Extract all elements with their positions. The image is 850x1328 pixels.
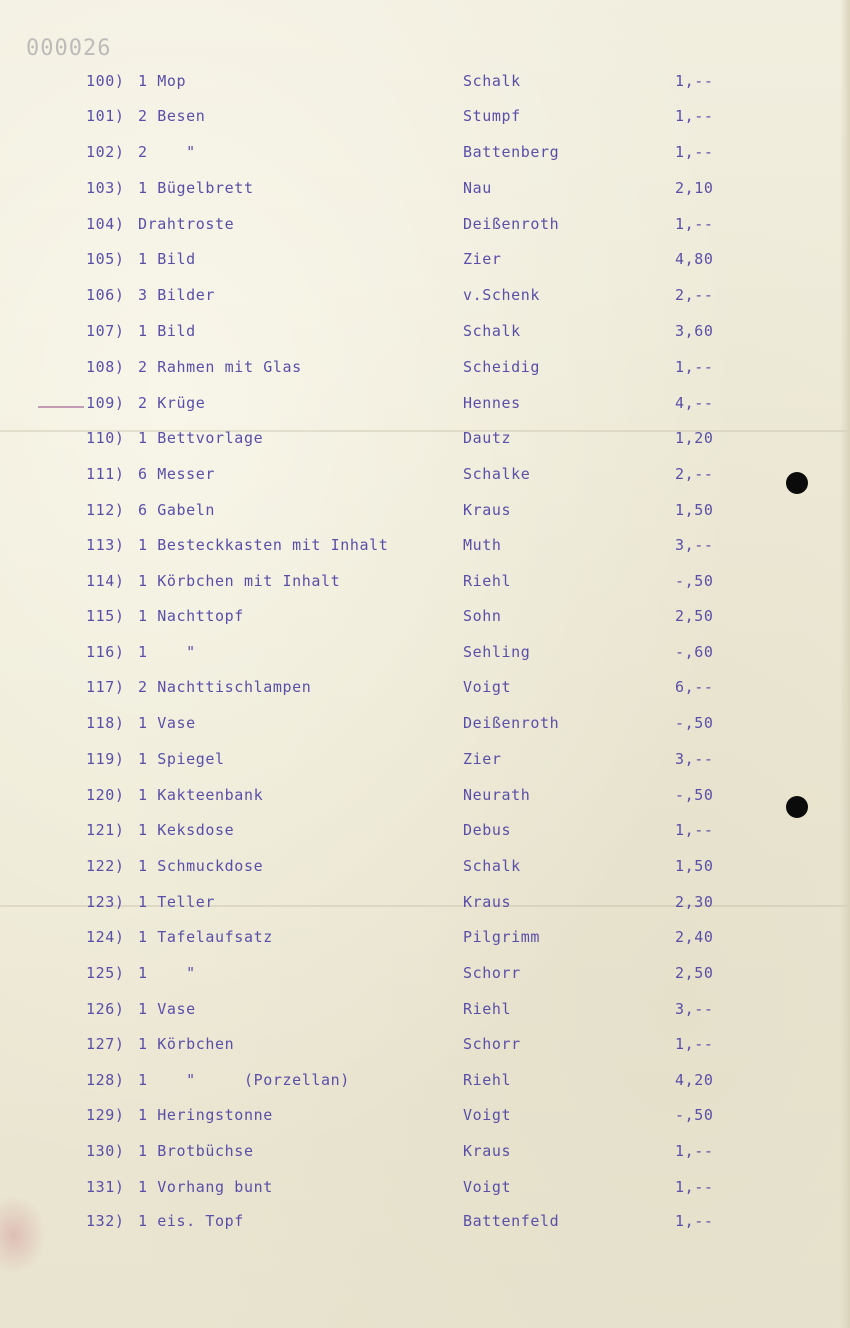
price: 1,50: [675, 857, 714, 875]
buyer-name: Pilgrimm: [463, 928, 541, 946]
item-description: 1 Bild: [138, 322, 196, 340]
item-description: 1 eis. Topf: [138, 1212, 244, 1230]
buyer-name: Battenberg: [463, 143, 560, 161]
item-description: 1 Vase: [138, 714, 196, 732]
list-item: [0, 1065, 850, 1095]
price: 1,--: [675, 1178, 714, 1196]
item-number: 109): [86, 394, 125, 412]
buyer-name: Voigt: [463, 678, 512, 696]
price: 1,--: [675, 1035, 714, 1053]
item-description: 6 Messer: [138, 465, 216, 483]
list-item: [0, 887, 850, 917]
item-description: 1 Keksdose: [138, 821, 235, 839]
buyer-name: Neurath: [463, 786, 531, 804]
list-item: [0, 101, 850, 131]
item-description: 1 Bettvorlage: [138, 429, 264, 447]
price: 2,30: [675, 893, 714, 911]
item-number: 107): [86, 322, 125, 340]
item-description: 2 Rahmen mit Glas: [138, 358, 302, 376]
price: 4,20: [675, 1071, 714, 1089]
price: -,60: [675, 643, 714, 661]
item-description: 1 Bild: [138, 250, 196, 268]
list-item: [0, 280, 850, 310]
list-item: [0, 958, 850, 988]
buyer-name: Riehl: [463, 1000, 512, 1018]
list-item: [0, 994, 850, 1024]
list-item: [0, 388, 850, 418]
buyer-name: Zier: [463, 250, 502, 268]
list-item: [0, 851, 850, 881]
item-number: 106): [86, 286, 125, 304]
list-item: [0, 1172, 850, 1202]
list-item: [0, 1136, 850, 1166]
list-item: [0, 1100, 850, 1130]
list-item: [0, 495, 850, 525]
item-number: 116): [86, 643, 125, 661]
list-item: [0, 744, 850, 774]
item-number: 119): [86, 750, 125, 768]
item-description: 1 " (Porzellan): [138, 1071, 350, 1089]
buyer-name: Riehl: [463, 1071, 512, 1089]
buyer-name: Stumpf: [463, 107, 521, 125]
item-number: 125): [86, 964, 125, 982]
list-item: [0, 601, 850, 631]
buyer-name: Hennes: [463, 394, 521, 412]
price: 3,--: [675, 1000, 714, 1018]
list-item: [0, 209, 850, 239]
buyer-name: Sehling: [463, 643, 531, 661]
buyer-name: Scheidig: [463, 358, 541, 376]
buyer-name: Voigt: [463, 1106, 512, 1124]
item-number: 103): [86, 179, 125, 197]
buyer-name: Kraus: [463, 893, 512, 911]
buyer-name: Kraus: [463, 1142, 512, 1160]
buyer-name: v.Schenk: [463, 286, 541, 304]
item-description: 1 Körbchen: [138, 1035, 235, 1053]
item-description: Drahtroste: [138, 215, 235, 233]
item-number: 126): [86, 1000, 125, 1018]
item-number: 104): [86, 215, 125, 233]
price: 3,60: [675, 322, 714, 340]
price: 1,--: [675, 1212, 714, 1230]
item-description: 1 Spiegel: [138, 750, 225, 768]
item-number: 111): [86, 465, 125, 483]
list-item: [0, 566, 850, 596]
buyer-name: Kraus: [463, 501, 512, 519]
price: 2,50: [675, 607, 714, 625]
item-number: 100): [86, 72, 125, 90]
item-description: 1 Vase: [138, 1000, 196, 1018]
buyer-name: Dautz: [463, 429, 512, 447]
buyer-name: Deißenroth: [463, 215, 560, 233]
item-number: 131): [86, 1178, 125, 1196]
item-number: 130): [86, 1142, 125, 1160]
item-description: 1 Brotbüchse: [138, 1142, 254, 1160]
price: 1,--: [675, 1142, 714, 1160]
item-description: 1 Besteckkasten mit Inhalt: [138, 536, 389, 554]
list-item: [0, 530, 850, 560]
item-description: 1 Mop: [138, 72, 187, 90]
price: -,50: [675, 714, 714, 732]
item-description: 2 Besen: [138, 107, 206, 125]
item-number: 101): [86, 107, 125, 125]
list-item: [0, 423, 850, 453]
buyer-name: Schalk: [463, 72, 521, 90]
item-number: 105): [86, 250, 125, 268]
buyer-name: Zier: [463, 750, 502, 768]
list-item: [0, 459, 850, 489]
price: 6,--: [675, 678, 714, 696]
price: -,50: [675, 572, 714, 590]
price: 4,80: [675, 250, 714, 268]
list-item: [0, 1029, 850, 1059]
price: 1,--: [675, 358, 714, 376]
item-description: 6 Gabeln: [138, 501, 216, 519]
item-number: 121): [86, 821, 125, 839]
list-item: [0, 66, 850, 96]
item-description: 2 ": [138, 143, 196, 161]
price: 1,--: [675, 72, 714, 90]
item-number: 123): [86, 893, 125, 911]
list-item: [0, 137, 850, 167]
item-description: 2 Krüge: [138, 394, 206, 412]
item-description: 1 Bügelbrett: [138, 179, 254, 197]
item-number: 128): [86, 1071, 125, 1089]
item-description: 3 Bilder: [138, 286, 216, 304]
buyer-name: Riehl: [463, 572, 512, 590]
item-number: 115): [86, 607, 125, 625]
list-item: [0, 815, 850, 845]
buyer-name: Nau: [463, 179, 492, 197]
item-number: 112): [86, 501, 125, 519]
price: 2,40: [675, 928, 714, 946]
buyer-name: Voigt: [463, 1178, 512, 1196]
buyer-name: Muth: [463, 536, 502, 554]
item-description: 1 ": [138, 643, 196, 661]
buyer-name: Schorr: [463, 964, 521, 982]
price: 1,--: [675, 107, 714, 125]
buyer-name: Debus: [463, 821, 512, 839]
price: 1,--: [675, 215, 714, 233]
archive-stamp-number: 000026: [26, 36, 112, 61]
price: -,50: [675, 786, 714, 804]
price: 2,--: [675, 465, 714, 483]
list-item: [0, 316, 850, 346]
list-item: [0, 637, 850, 667]
item-description: 1 Körbchen mit Inhalt: [138, 572, 341, 590]
buyer-name: Schalk: [463, 857, 521, 875]
item-number: 118): [86, 714, 125, 732]
buyer-name: Battenfeld: [463, 1212, 560, 1230]
buyer-name: Deißenroth: [463, 714, 560, 732]
list-item: [0, 244, 850, 274]
item-number: 120): [86, 786, 125, 804]
item-number: 108): [86, 358, 125, 376]
list-item: [0, 173, 850, 203]
price: 3,--: [675, 536, 714, 554]
item-number: 113): [86, 536, 125, 554]
price: 1,--: [675, 143, 714, 161]
item-description: 1 Teller: [138, 893, 216, 911]
list-item: [0, 1206, 850, 1236]
price: 1,20: [675, 429, 714, 447]
item-number: 110): [86, 429, 125, 447]
price: 2,--: [675, 286, 714, 304]
list-item: [0, 780, 850, 810]
list-item: [0, 922, 850, 952]
price: 1,--: [675, 821, 714, 839]
item-description: 1 ": [138, 964, 196, 982]
item-number: 124): [86, 928, 125, 946]
item-description: 1 Schmuckdose: [138, 857, 264, 875]
item-number: 114): [86, 572, 125, 590]
price: -,50: [675, 1106, 714, 1124]
list-item: [0, 708, 850, 738]
item-number: 122): [86, 857, 125, 875]
item-number: 132): [86, 1212, 125, 1230]
price: 3,--: [675, 750, 714, 768]
buyer-name: Sohn: [463, 607, 502, 625]
buyer-name: Schorr: [463, 1035, 521, 1053]
item-description: 1 Nachttopf: [138, 607, 244, 625]
item-number: 117): [86, 678, 125, 696]
list-item: [0, 672, 850, 702]
item-number: 129): [86, 1106, 125, 1124]
item-description: 1 Vorhang bunt: [138, 1178, 273, 1196]
buyer-name: Schalke: [463, 465, 531, 483]
item-description: 1 Tafelaufsatz: [138, 928, 273, 946]
price: 2,10: [675, 179, 714, 197]
item-number: 127): [86, 1035, 125, 1053]
price: 2,50: [675, 964, 714, 982]
item-description: 2 Nachttischlampen: [138, 678, 312, 696]
buyer-name: Schalk: [463, 322, 521, 340]
item-number: 102): [86, 143, 125, 161]
list-item: [0, 352, 850, 382]
item-description: 1 Kakteenbank: [138, 786, 264, 804]
item-description: 1 Heringstonne: [138, 1106, 273, 1124]
price: 4,--: [675, 394, 714, 412]
price: 1,50: [675, 501, 714, 519]
